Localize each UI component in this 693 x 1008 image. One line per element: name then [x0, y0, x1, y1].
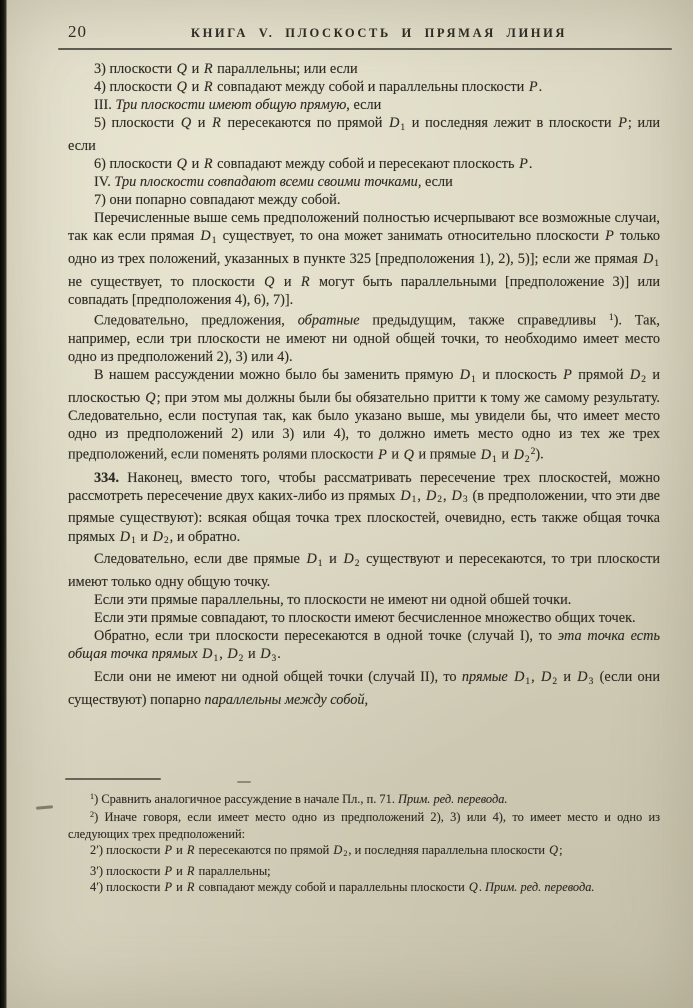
text-run: 3 [271, 654, 277, 665]
math-variable: D [629, 367, 641, 384]
footnote: 4′) плоскости P и R совпадают между собой и параллельны плоскости Q. Прим. ред. перевода. [90, 879, 595, 894]
math-variable: D [514, 669, 525, 686]
text-run: 2 [354, 558, 360, 569]
paragraph: В нашем рассуждении можно было бы заменить прямую D1 и плоскость P прямой D2 и плоскостью Q; при этом мы должны были бы обязательно притти к тому же самому результату. Следовательно, если поступая так, как было указано выше, мы увидели бы, что имеет место одно из предположений 2) или 3) или 4), то должно иметь место одно из тех же трех предположений, если поменять ролями плоскости P и Q и прямые D1 и $D2^2$). [68, 367, 660, 465]
text-run: 1 [400, 122, 406, 133]
math-variable: D [577, 669, 588, 686]
math-variable: P [563, 367, 572, 384]
text-run: 3 [462, 495, 468, 506]
body-text [68, 60, 660, 709]
paragraph: IV. Три плоскости совпадают всеми своими точками, если [94, 174, 453, 191]
running-title: КНИГА V. ПЛОСКОСТЬ И ПРЯМАЯ ЛИНИЯ [190, 26, 568, 40]
math-variable: D [202, 646, 213, 663]
paragraph: Если эти прямые совпадают, то плоскости имеют бесчисленное множество общих точек. [94, 610, 636, 627]
footnote: $^2$) Иначе говоря, если имеет место одно из предположений 2), 3) или 4), то имеет место и одно из следующих трех предположений: [68, 810, 660, 841]
math-variable: D [480, 446, 492, 463]
paragraph: Перечисленные выше семь предположений полностью исчерпывают все возможные случаи, так как если прямая D1 существует, то она может занимать относительно плоскости P только одно из трех положений, указанных в пункте 325 [предположения 1), 2), 5)]; если же прямая D1 не существует, то плоскости Q и R могут быть параллельными [предположение 3)] или совпадать [предположения 4), 6), 7)]. [68, 210, 660, 309]
math-variable: R [203, 61, 213, 77]
math-variable: D [541, 669, 552, 686]
footnote-marker: 1 [90, 792, 95, 801]
paragraph: 4) плоскости Q и R совпадают между собой и параллельны плоскости P. [94, 79, 543, 96]
text-run: 2 [437, 495, 442, 506]
paragraph: 6) плоскости Q и R совпадают между собой и пересекают плоскость P. [94, 156, 533, 173]
math-variable: R [203, 156, 213, 173]
page-number: 20 [68, 22, 87, 41]
math-variable: Q [176, 156, 187, 173]
math-variable: D [459, 367, 471, 384]
text-run: 1 [213, 654, 219, 665]
paragraph: 7) они попарно совпадают между собой. [94, 192, 341, 209]
text-run: Три плоскости имеют общую прямую [115, 97, 347, 114]
paragraph: Обратно, если три плоскости пересекаются в одной точке (случай I), то эта точка есть общая точка прямых D1, D2 и D3. [68, 628, 660, 665]
math-variable: Q [180, 115, 192, 132]
math-variable: D [425, 487, 437, 504]
text-run: 1 [525, 676, 531, 687]
footnote-marker: 1 [608, 313, 614, 324]
paragraph: Следовательно, если две прямые D1 и D2 существуют и пересекаются, то три плоскости имеют только одну общую точку. [68, 551, 660, 590]
math-variable: R [212, 115, 221, 132]
text-run: прямые [461, 669, 508, 686]
math-variable: P [164, 843, 173, 858]
text-run: 1 [317, 558, 323, 569]
text-run: Прим. ред. перевода. [485, 879, 595, 894]
text-run: 1 [471, 374, 476, 385]
math-variable: R [203, 79, 213, 96]
math-variable: D [343, 551, 354, 568]
header-rule [58, 48, 672, 50]
math-variable: R [300, 273, 310, 290]
math-variable: P [164, 879, 173, 894]
paragraph: III. Три плоскости имеют общую прямую, если [94, 97, 382, 114]
scan-artifact-mark [237, 781, 251, 783]
text-run: эта точка есть общая точка прямых [68, 628, 660, 663]
math-variable: R [186, 879, 195, 894]
footnote-separator [65, 778, 161, 780]
text-run: 3 [588, 676, 594, 687]
paragraph: Если эти прямые параллельны, то плоскости не имеют ни одной обшей точки. [94, 592, 572, 609]
math-variable: Q [264, 273, 275, 290]
math-variable: P [528, 79, 538, 96]
text-run: параллельны между собой, [204, 691, 369, 708]
math-variable: D [513, 446, 524, 463]
math-variable: D [451, 487, 462, 504]
math-variable: R [186, 843, 195, 858]
text-run: 2 [552, 676, 558, 687]
text-run: 334. [94, 469, 120, 486]
footnote: 3′) плоскости P и R параллельны; [90, 863, 271, 878]
math-variable: D [306, 551, 317, 568]
math-variable: P [378, 446, 387, 463]
math-variable: D [260, 646, 271, 663]
math-variable: D [333, 843, 343, 858]
text-run: Прим. ред. перевода. [398, 792, 508, 807]
text-run: 1 [411, 495, 417, 506]
text-run: 2 [343, 849, 348, 859]
math-variable: Q [468, 879, 478, 894]
math-variable: P [618, 115, 627, 132]
footnote: $^1$) Сравнить аналогичное рассуждение в начале Пл., п. 71. Прим. ред. перевода. [90, 792, 508, 807]
math-variable: R [186, 863, 195, 878]
math-variable: P [519, 156, 528, 173]
math-variable: Q [176, 79, 187, 96]
footnotes [68, 789, 660, 895]
math-variable: D [119, 528, 131, 545]
text-run: 2 [238, 654, 244, 665]
text-run: 1 [492, 454, 497, 465]
text-run: 1 [654, 258, 659, 269]
text-run: обратные [297, 312, 360, 329]
math-variable: D [152, 528, 163, 545]
math-variable: D [227, 646, 238, 663]
text-run: 1 [131, 536, 136, 547]
math-variable: Q [176, 61, 187, 77]
math-variable: D [389, 115, 400, 132]
math-variable: D [642, 251, 654, 268]
scan-left-edge [0, 0, 7, 1008]
paragraph: Если они не имеют ни одной общей точки (случай II), то прямые D1, D2 и D3 (если они существуют) попарно параллельны между собой, [68, 669, 660, 708]
scan-artifact-mark [36, 805, 53, 809]
text-run: 2 [524, 454, 530, 465]
math-variable: P [605, 228, 614, 245]
footnote: 2′) плоскости P и R пересекаются по прямой D2, и последняя параллельна плоскости Q; [90, 843, 563, 859]
page-header [68, 22, 660, 46]
text-run: 2 [641, 374, 646, 385]
math-variable: D [400, 487, 411, 504]
footnote-marker: 2 [90, 810, 95, 820]
paragraph: 5) плоскости Q и R пересекаются по прямой D1 и последняя лежит в плоскости P; или если [68, 115, 660, 155]
math-variable: Q [549, 843, 559, 858]
footnote-marker: 2 [530, 447, 536, 458]
math-variable: Q [403, 446, 414, 463]
paragraph: 334. Наконец, вместо того, чтобы рассматривать пересечение трех плоскостей, можно рассмотреть пересечение двух каких-либо из прямых D1, D2, D3 (в предположении, что эти две прямые существуют): всякая общая точка трех плоскостей, очевидно, есть также общая точка прямых D1 и D2, и обратно. [68, 469, 660, 547]
text-run: 2 [163, 536, 169, 547]
paragraph: Следовательно, предложения, обратные предыдущим, также справедливы $^1$). Так, например, если три плоскости не имеют ни одной общей точки, то необходимо имеет место одно из предположений 2), 3) или 4). [68, 312, 660, 366]
text-run: Три плоскости совпадают всеми своими точками [114, 174, 418, 191]
paragraph: 3) плоскости Q и R параллельны; или если [94, 61, 358, 77]
text-run: 1 [211, 236, 217, 247]
math-variable: D [200, 228, 211, 245]
math-variable: P [164, 863, 173, 878]
math-variable: Q [145, 389, 156, 406]
